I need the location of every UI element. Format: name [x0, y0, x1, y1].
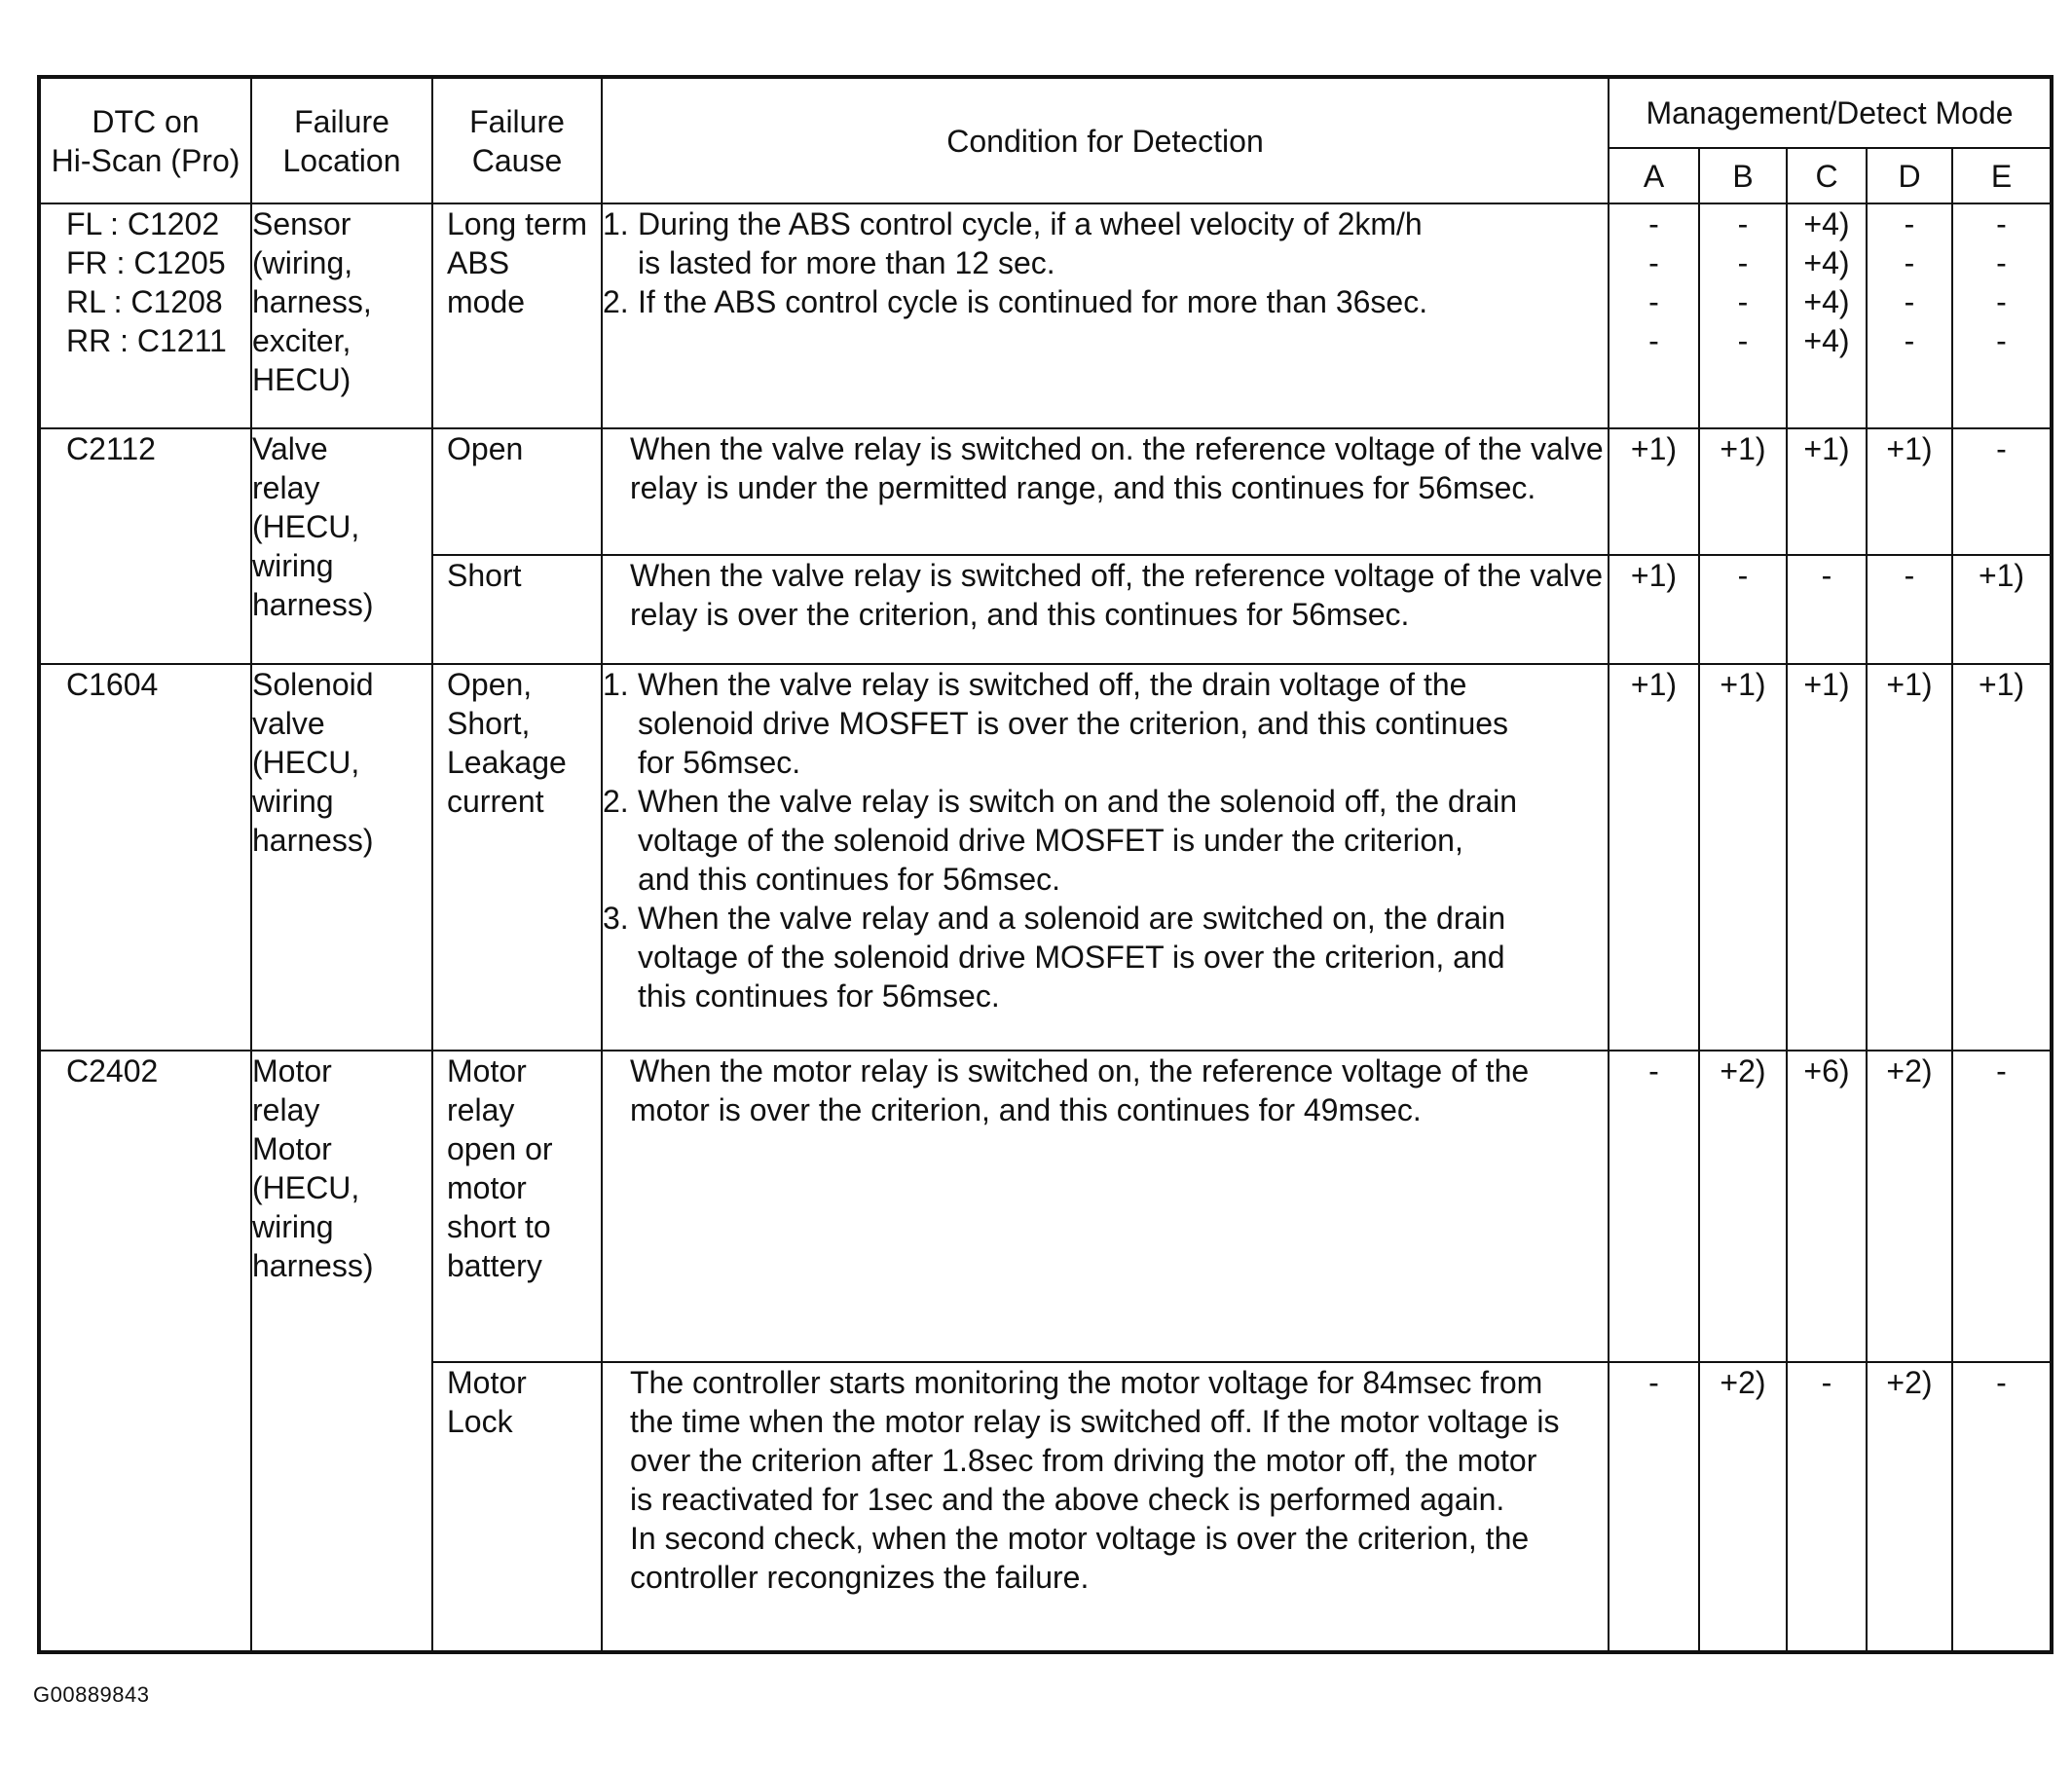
mode-c-cell: +1): [1787, 664, 1867, 1051]
condition-item: 1. During the ABS control cycle, if a wheel velocity of 2km/h is lasted for more than 12 sec.: [603, 206, 1423, 280]
header-dtc: DTC on Hi-Scan (Pro): [39, 77, 251, 203]
mode-d-cell: +2): [1867, 1362, 1952, 1652]
failure-location-cell: Valve relay (HECU, wiring harness): [251, 428, 432, 664]
header-failure-location: Failure Location: [251, 77, 432, 203]
mode-a-cell: - - - -: [1609, 203, 1699, 428]
table-row-solenoid: [39, 664, 2052, 1051]
header-mode-d: D: [1867, 148, 1952, 203]
table-row-sensor: [39, 203, 2052, 428]
mode-d-cell: +1): [1867, 428, 1952, 555]
mode-d-cell: - - - -: [1867, 203, 1952, 428]
mode-b-cell: - - - -: [1699, 203, 1787, 428]
mode-e-cell: -: [1952, 1362, 2052, 1652]
header-failure-cause: Failure Cause: [432, 77, 602, 203]
failure-cause-cell: Short: [432, 555, 602, 664]
failure-cause-cell: Motor Lock: [432, 1362, 602, 1652]
condition-cell: When the valve relay is switched on. the reference voltage of the valve relay is under the permitted range, and this continues for 56msec.: [602, 428, 1609, 555]
mode-c-cell: -: [1787, 1362, 1867, 1652]
failure-cause-cell: Open, Short, Leakage current: [432, 664, 602, 1051]
mode-c-cell: +4) +4) +4) +4): [1787, 203, 1867, 428]
dtc-table: [37, 75, 2054, 1654]
dtc-cell: C1604: [39, 664, 251, 1051]
mode-b-cell: +2): [1699, 1362, 1787, 1652]
header-condition: Condition for Detection: [602, 77, 1609, 203]
header-mode-group: Management/Detect Mode: [1609, 77, 2052, 148]
mode-d-cell: +1): [1867, 664, 1952, 1051]
mode-c-cell: -: [1787, 555, 1867, 664]
header-mode-b: B: [1699, 148, 1787, 203]
condition-item: 3. When the valve relay and a solenoid are switched on, the drain voltage of the solenoid drive MOSFET is over the criterion, and this continues for 56msec.: [603, 901, 1506, 1014]
mode-d-cell: -: [1867, 555, 1952, 664]
mode-c-cell: +1): [1787, 428, 1867, 555]
dtc-cell: FL : C1202 FR : C1205 RL : C1208 RR : C1211: [39, 203, 251, 428]
mode-e-cell: -: [1952, 428, 2052, 555]
failure-cause-cell: Long term ABS mode: [432, 203, 602, 428]
figure-id: G00889843: [33, 1682, 150, 1707]
condition-cell: [602, 203, 1609, 428]
header-mode-c: C: [1787, 148, 1867, 203]
mode-e-cell: +1): [1952, 555, 2052, 664]
mode-b-cell: +2): [1699, 1051, 1787, 1362]
table-row-valve-relay-open: [39, 428, 2052, 555]
condition-item: 1. When the valve relay is switched off, the drain voltage of the solenoid drive MOSFET is over the criterion, and this continues for 56msec.: [603, 667, 1509, 780]
failure-cause-cell: Motor relay open or motor short to battery: [432, 1051, 602, 1362]
failure-cause-cell: Open: [432, 428, 602, 555]
mode-e-cell: -: [1952, 1051, 2052, 1362]
condition-cell: When the motor relay is switched on, the reference voltage of the motor is over the criterion, and this continues for 49msec.: [602, 1051, 1609, 1362]
mode-e-cell: - - - -: [1952, 203, 2052, 428]
mode-b-cell: +1): [1699, 664, 1787, 1051]
condition-item: 2. When the valve relay is switch on and the solenoid off, the drain voltage of the solenoid drive MOSFET is under the criterion, and this continues for 56msec.: [603, 784, 1518, 897]
failure-location-cell: Sensor (wiring, harness, exciter, HECU): [251, 203, 432, 428]
mode-e-cell: +1): [1952, 664, 2052, 1051]
mode-d-cell: +2): [1867, 1051, 1952, 1362]
mode-b-cell: -: [1699, 555, 1787, 664]
mode-a-cell: -: [1609, 1051, 1699, 1362]
table-row-motor-relay: [39, 1051, 2052, 1362]
header-mode-e: E: [1952, 148, 2052, 203]
condition-cell: When the valve relay is switched off, the reference voltage of the valve relay is over the criterion, and this continues for 56msec.: [602, 555, 1609, 664]
failure-location-cell: Solenoid valve (HECU, wiring harness): [251, 664, 432, 1051]
condition-cell: [602, 664, 1609, 1051]
condition-item: 2. If the ABS control cycle is continued for more than 36sec.: [603, 284, 1428, 319]
header-mode-a: A: [1609, 148, 1699, 203]
mode-a-cell: +1): [1609, 664, 1699, 1051]
dtc-cell: C2112: [39, 428, 251, 664]
mode-c-cell: +6): [1787, 1051, 1867, 1362]
mode-a-cell: +1): [1609, 555, 1699, 664]
dtc-cell: C2402: [39, 1051, 251, 1652]
failure-location-cell: Motor relay Motor (HECU, wiring harness): [251, 1051, 432, 1652]
mode-a-cell: +1): [1609, 428, 1699, 555]
mode-a-cell: -: [1609, 1362, 1699, 1652]
condition-cell: The controller starts monitoring the motor voltage for 84msec from the time when the motor relay is switched off. If the motor voltage is over the criterion after 1.8sec from driving the motor off, the motor is reactivated for 1sec and the above check is performed again. In second check, when the motor voltage is over the criterion, the controller recongnizes the failure.: [602, 1362, 1609, 1652]
mode-b-cell: +1): [1699, 428, 1787, 555]
